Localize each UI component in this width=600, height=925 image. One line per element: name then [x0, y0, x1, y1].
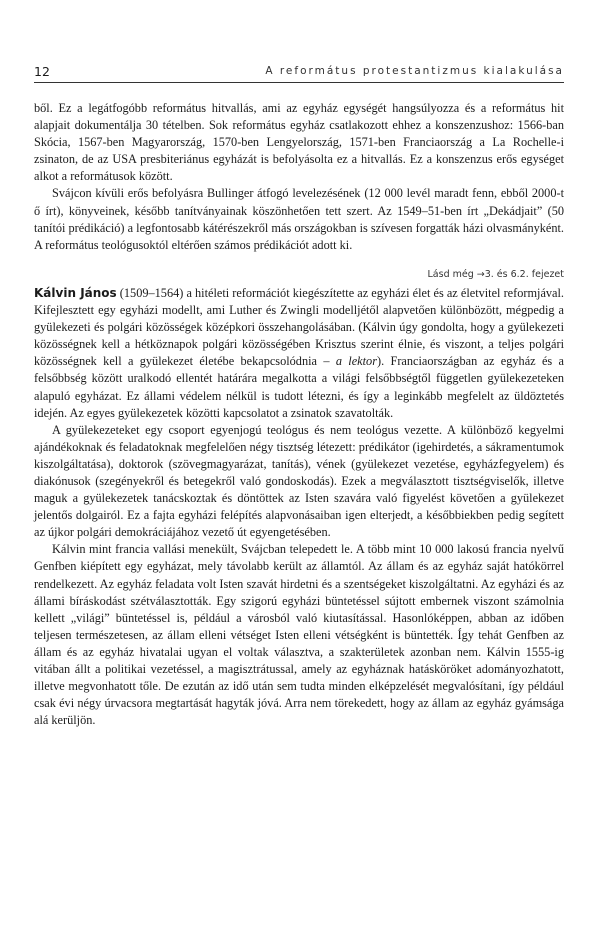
running-title: A református protestantizmus kialakulása — [265, 65, 564, 77]
editor-note: a lektor — [335, 354, 377, 369]
page-body — [34, 100, 564, 729]
calvin-name: Kálvin János — [34, 285, 117, 300]
calvin-text-2: ). Franciaországban az egyház és a felsőbbség között uralkodó ellentét határára megalkotta a világi felsőbbségtől független gyülekezeteken alapuló egyházat. Ez állami védelem nélkül is tudott létezni, és így a leginkább megfelelt az üldöztetés idején. Az egyes gyülekezetek közötti kapcsolatot a zsinatok szavatolták. — [34, 354, 564, 420]
paragraph-geneva: Kálvin mint francia vallási menekült, Svájcban telepedett le. A több mint 10 000 lakosú francia nyelvű Genfben kiépített egy egyházat, mely távolabb került az államtól. Az állam és az egyház saját hatókörrel rendelkezett. Az egyház feladata volt Isten szavát hirdetni és a szentségeket kiszolgáltatni. Az egyházi és az állami bíráskodást szétválasztották. Egy szigorú egyházi büntetéssel sújtott embernek viszont számolnia kellett „világi” büntetéssel is, például a városból való kiutasítással. Hasonlóképpen, abban az időben teljesen természetesen, az állam elleni vétséget Isten elleni vétségként is büntették. Így tehát Genfben az állam és az egyház hivatalai ugyan el voltak választva, a szakterületek azonban nem. Kálvin 1555-ig vitában állt a politikai vezetéssel, a magisztrátussal, amely az egyháznak hatásköröket adományozhatott, illetve megvonhatott tőle. De ezután az idő után sem tudta minden elképzelését megvalósítani, így például csak évi négy úrvacsora megtartását hagyták jóvá. Arra nem törekedett, hogy az állam az egyház gyámsága alá kerüljön. — [34, 542, 564, 728]
cross-reference: Lásd még →3. és 6.2. fejezet — [427, 268, 564, 280]
paragraph-bullinger: Svájcon kívüli erős befolyásra Bullinger átfogó levelezésének (12 000 levél maradt fenn, ebből 2000-t ő írt), könyveinek, később tanítványainak köszönhetően tett szert. Az 1549–51-ben írt „Dekádjait” (50 tanítói prédikáció) a legfontosabb kátérészekről más országokban is szívesen forgatták házi olvasmányként. A református teológusoktól eltérően számos prédikációt adott ki. — [34, 186, 564, 252]
calvin-text-1: (1509–1564) a hitéleti reformációt kiegészítette az egyházi élet és az életvitel reformjával. Kifejlesztett egy egyházi modellt, ami Luther és Zwingli modelljétől alapvetően különbözött, mégpedig a gyülekezeti és polgári közösségek középkori összehangolásában. (Kálvin úgy gondolta, hogy a gyülekezeti közösségnek kell a hétköznapok polgári közösségében Krisztus szerint élnie, és viszont, a teljes polgári közösségnek kell a gyülekezet életébe bekapcsolódnia – — [34, 285, 564, 369]
page-number: 12 — [34, 64, 50, 79]
paragraph-confession: ből. Ez a legátfogóbb református hitvallás, ami az egyház egységét hangsúlyozza és a református hit alapjait dokumentálja 30 tételben. Sok református egyház csatlakozott ehhez a konszenzushoz: 1566-ban Skócia, 1567-ben Magyarország, 1570-ben Lengyelország, 1571-ben Franciaország a La Rochelle-i zsinaton, de az USA presbiteriánus egyházát is befolyásolta ez a hitvallás. Ez a konszenzus erős egységet alkot a reformátusok között. — [34, 101, 564, 184]
paragraph-church-offices: A gyülekezeteket egy csoport egyenjogú teológus és nem teológus vezette. A különböző kegyelmi ajándékoknak és feladatoknak megfelelően négy tisztség létezett: prédikátor (igehirdetés, a sákramentumok kiszolgáltatása), doktorok (szövegmagyarázat, tanítás), vének (gyülekezet vezetése, egyházfegyelem) és diakónusok (szegényekről és betegekről való gondoskodás). Ezek a megválasztott tisztségviselők, illetve maguk a gyülekezetek tanácskoztak és döntöttek az Isten szavára való figyelést követően a gyülekezet jelentős dolgairól. Ez a fajta egyházi felépítés alapvonásaiban igen elterjedt, a későbbiekben pedig segített az újkor polgári demokráciájához vezető út egyengetésében. — [34, 422, 564, 540]
page-header — [34, 64, 564, 83]
paragraph-calvin — [34, 285, 564, 422]
